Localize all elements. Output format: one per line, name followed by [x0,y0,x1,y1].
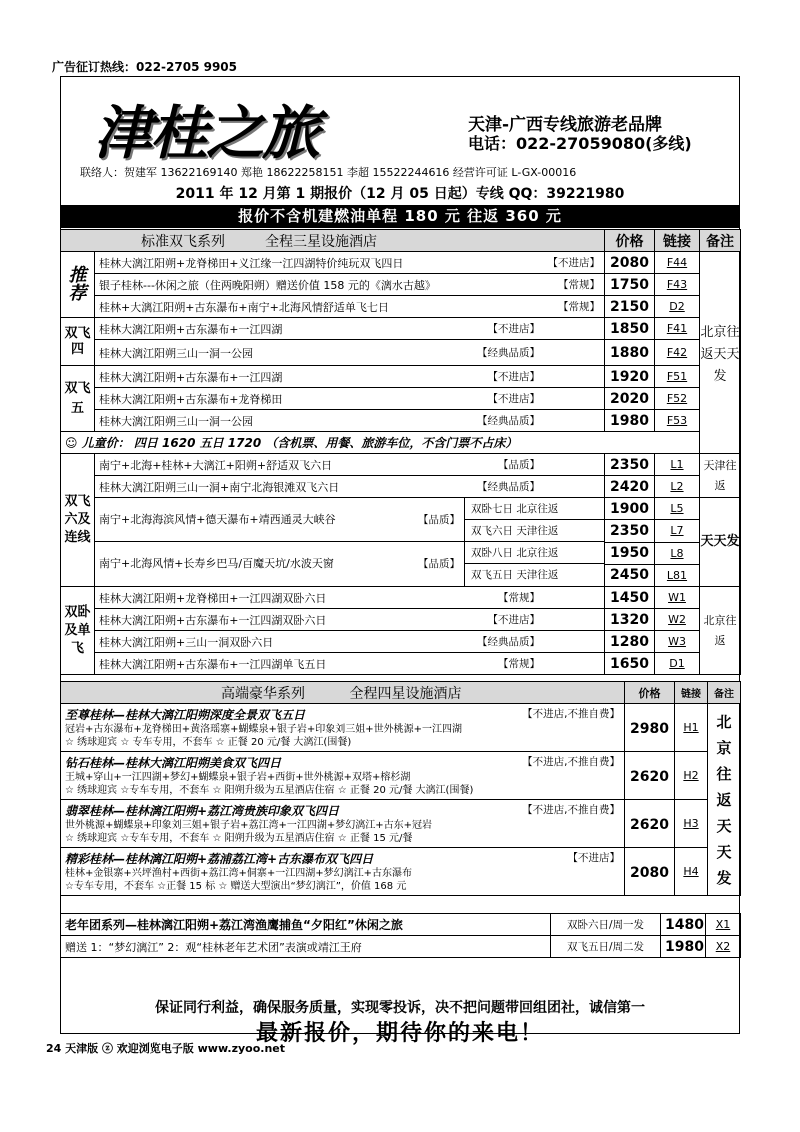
table-row [61,274,741,296]
standard-header [61,230,741,252]
col-price: 价格 [605,230,655,252]
table-row [61,631,741,653]
note-daily: 天天发 [700,498,741,587]
link-cell[interactable]: X1 [706,914,741,936]
link-cell[interactable]: D2 [655,296,700,318]
link-cell[interactable]: F53 [655,410,700,432]
slogan: 天津-广西专线旅游老品牌 [468,115,663,135]
category-sf6: 双飞六及连线 [61,454,95,587]
table-row [61,936,741,958]
table-row [61,653,741,675]
route-cell: 桂林大漓江阳朔三山一洞+南宁北海银滩双飞六日 【经典品质】 [95,476,605,498]
route-cell: 桂林大漓江阳朔+古东瀑布+一江四湖双卧六日 【不进店】 [95,609,605,631]
category-sw: 双卧及单飞 [61,587,95,675]
route-cell: 桂林大漓江阳朔+古东瀑布+一江四湖单飞五日 【常规】 [95,653,605,675]
category-sf5: 双飞五 [61,366,95,432]
kids-price-row [61,432,741,454]
price-cell: 1920 [605,366,655,388]
route-cell: 南宁+北海海滨风情+德天瀑布+靖西通灵大峡谷 【品质】 [95,498,464,542]
table-row [61,476,741,498]
category-sf4: 双飞四 [61,318,95,366]
price-cell: 2980 [625,704,675,752]
table-row [61,587,741,609]
luxury-row [61,752,741,800]
luxury-row [61,800,741,848]
route-cell: 桂林+大漓江阳朔+古东瀑布+南宁+北海风情舒适单飞七日 【常规】 [95,296,605,318]
kids-price: ☺ 儿童价： 四日 1620 五日 1720 （含机票、用餐、旅游车位，不含门票不占床） [61,432,700,454]
price-cell: 2350 [605,454,655,476]
luxury-item: 精彩桂林—桂林漓江阳朔+荔浦荔江湾+古东瀑布双飞四日 【不进店】 桂林+金银寨+兴坪渔村+西街+荔江湾+侗寨+一江四湖+梦幻漓江+古东瀑布 ☆专车专用，不套车 ☆正餐 15 标 ☆ 赠送大型演出“梦幻漓江”，价值 168 元 [61,848,625,896]
service-promise: 保证同行利益，确保服务质量，实现零投诉，决不把问题带回组团社，诚信第一 [155,1000,645,1016]
route-cell: 桂林大漓江阳朔+古东瀑布+龙脊梯田 【不进店】 [95,388,605,410]
senior-title: 老年团系列—桂林漓江阳朔+荔江湾渔鹰捕鱼“夕阳红”休闲之旅 [61,914,551,936]
link-cell[interactable]: L5 [655,498,700,520]
route-cell: 桂林大漓江阳朔+古东瀑布+一江四湖 【不进店】 [95,366,605,388]
senior-table [60,913,741,958]
price-cell: 1450 [605,587,655,609]
route-cell: 桂林大漓江阳朔三山一洞一公园 【经典品质】 [95,340,605,366]
price-cell: 1320 [605,609,655,631]
table-row [61,252,741,274]
link-cell[interactable]: D1 [655,653,700,675]
table-row [61,340,741,366]
price-cell: 1880 [605,340,655,366]
price-cell: 1480 [661,914,706,936]
route-cell: 桂林大漓江阳朔三山一洞一公园 【经典品质】 [95,410,605,432]
price-cell: 2620 [625,800,675,848]
link-cell[interactable]: F51 [655,366,700,388]
table-row [61,454,741,476]
luxury-row [61,848,741,896]
table-row [61,914,741,936]
price-cell: 2080 [625,848,675,896]
link-cell[interactable]: H3 [675,800,708,848]
col-note: 备注 [708,682,741,704]
col-link: 链接 [675,682,708,704]
sub-route: 双飞六日 天津往返 [465,520,604,542]
sub-route: 双卧七日 北京往返 [465,498,604,520]
link-cell[interactable]: L7 [655,520,700,542]
issue-title: 2011 年 12 月第 1 期报价（12 月 05 日起）专线 QQ：39221980 [175,186,625,202]
route-cell: 桂林大漓江阳朔+三山一洞双卧六日 【经典品质】 [95,631,605,653]
price-cell: 1280 [605,631,655,653]
price-cell: 2020 [605,388,655,410]
standard-series-title: 标准双飞系列 全程三星设施酒店 [61,230,605,252]
link-cell[interactable]: L8 [655,542,700,564]
table-row [61,318,741,340]
price-cell: 2150 [605,296,655,318]
luxury-item: 至尊桂林—桂林大漓江阳朔深度全景双飞五日 【不进店,不推自费】 冠岩+古东瀑布+龙脊梯田+黄洛瑶寨+蝴蝶泉+银子岩+印象刘三姐+世外桃源+一江四湖 ☆ 绣球迎宾 ☆ 专车专用，不套车 ☆ 正餐 20 元/餐 大漓江(围餐) [61,704,625,752]
col-link: 链接 [655,230,700,252]
route-cell: 桂林大漓江阳朔+古东瀑布+一江四湖 【不进店】 [95,318,605,340]
price-cell: 1980 [661,936,706,958]
link-cell[interactable]: L81 [655,564,700,586]
footer: 24 天津版 ⓩ 欢迎浏览电子版 www.zyoo.net [46,1042,286,1055]
link-cell[interactable]: L2 [655,476,700,498]
note-beijing: 北京往返天天发 [700,252,741,454]
note-tianjin: 天津往返 [700,454,741,498]
note-beijing-2: 北京往返 [700,587,741,675]
price-cell: 1650 [605,653,655,675]
price-cell: 2450 [605,564,655,586]
link-cell[interactable]: H4 [675,848,708,896]
link-cell[interactable]: H1 [675,704,708,752]
link-cell[interactable]: X2 [706,936,741,958]
table-row [61,609,741,631]
link-cell[interactable]: F44 [655,252,700,274]
link-cell[interactable]: W3 [655,631,700,653]
price-cell: 2080 [605,252,655,274]
price-cell: 2350 [605,520,655,542]
price-cell: 1850 [605,318,655,340]
link-cell[interactable]: F52 [655,388,700,410]
price-cell: 1980 [605,410,655,432]
price-cell: 1750 [605,274,655,296]
sub-route: 双飞五日/周二发 [551,936,661,958]
link-cell[interactable]: F43 [655,274,700,296]
table-row [61,498,741,520]
luxury-item: 翡翠桂林—桂林漓江阳朔+荔江湾贵族印象双飞四日 【不进店,不推自费】 世外桃源+蝴蝶泉+印象刘三姐+银子岩+荔江湾+一江四湖+梦幻漓江+古东+冠岩 ☆ 绣球迎宾 ☆专车专用，不套车 ☆ 阳朔升级为五星酒店住宿 ☆ 正餐 15 元/餐 [61,800,625,848]
price-cell: 1950 [605,542,655,564]
luxury-item: 钻石桂林—桂林大漓江阳朔美食双飞四日 【不进店,不推自费】 王城+穿山+一江四湖+梦幻+蝴蝶泉+银子岩+西街+世外桃源+双塔+榕杉湖 ☆ 绣球迎宾 ☆专车专用，不套车 ☆ 阳朔升级为五星酒店住宿 ☆ 正餐 20 元/餐 大漓江(围餐) [61,752,625,800]
link-cell[interactable]: H2 [675,752,708,800]
luxury-table [60,681,741,896]
link-cell[interactable]: W2 [655,609,700,631]
route-split-cell [95,498,605,587]
phone-number: 电话：022-27059080(多线) [468,134,692,153]
route-cell: 南宁+北海+桂林+大漓江+阳朔+舒适双飞六日 【品质】 [95,454,605,476]
luxury-note: 北京往返天天发 [708,704,741,896]
route-cell: 桂林大漓江阳朔+龙脊梯田+义江缘一江四湖特价纯玩双飞四日 【不进店】 [95,252,605,274]
header [60,76,740,180]
route-cell: 南宁+北海风情+长寿乡巴马/百魔天坑/水波天窗 【品质】 [99,557,460,570]
sub-route: 双卧六日/周一发 [551,914,661,936]
call-to-action: 最新报价，期待你的来电！ [255,1021,544,1046]
table-row [61,366,741,388]
category-recommend: 推荐 [61,252,95,318]
luxury-series-title: 高端豪华系列 全程四星设施酒店 [61,682,625,704]
sub-route: 双飞五日 天津往返 [471,569,559,581]
brand-logo: 津桂之旅 [94,99,319,167]
price-cell: 1900 [605,498,655,520]
senior-gift: 赠送 1：“梦幻漓江” 2：观“桂林老年艺术团”表演或靖江王府 [61,936,551,958]
price-cell: 2620 [625,752,675,800]
standard-table [60,229,741,675]
table-row [61,296,741,318]
price-cell: 2420 [605,476,655,498]
sub-route: 双卧八日 北京往返 [465,542,604,564]
link-cell[interactable]: F41 [655,318,700,340]
contacts-line: 联络人：贺建军 13622169140 郑艳 18622258151 李超 15522244616 经营许可证 L-GX-00016 [80,166,577,179]
link-cell[interactable]: L1 [655,454,700,476]
table-row [61,388,741,410]
link-cell[interactable]: W1 [655,587,700,609]
table-row [61,410,741,432]
fuel-notice: 报价不含机建燃油单程 180 元 往返 360 元 [60,205,740,228]
col-note: 备注 [700,230,741,252]
col-price: 价格 [625,682,675,704]
link-cell[interactable]: F42 [655,340,700,366]
route-cell: 银子桂林---休闲之旅（住两晚阳朔）赠送价值 158 元的《漓水古越》 【常规】 [95,274,605,296]
luxury-row [61,704,741,752]
luxury-header [61,682,741,704]
route-cell: 桂林大漓江阳朔+龙脊梯田+一江四湖双卧六日 【常规】 [95,587,605,609]
ad-hotline: 广告征订热线：022-2705 9905 [52,60,238,74]
